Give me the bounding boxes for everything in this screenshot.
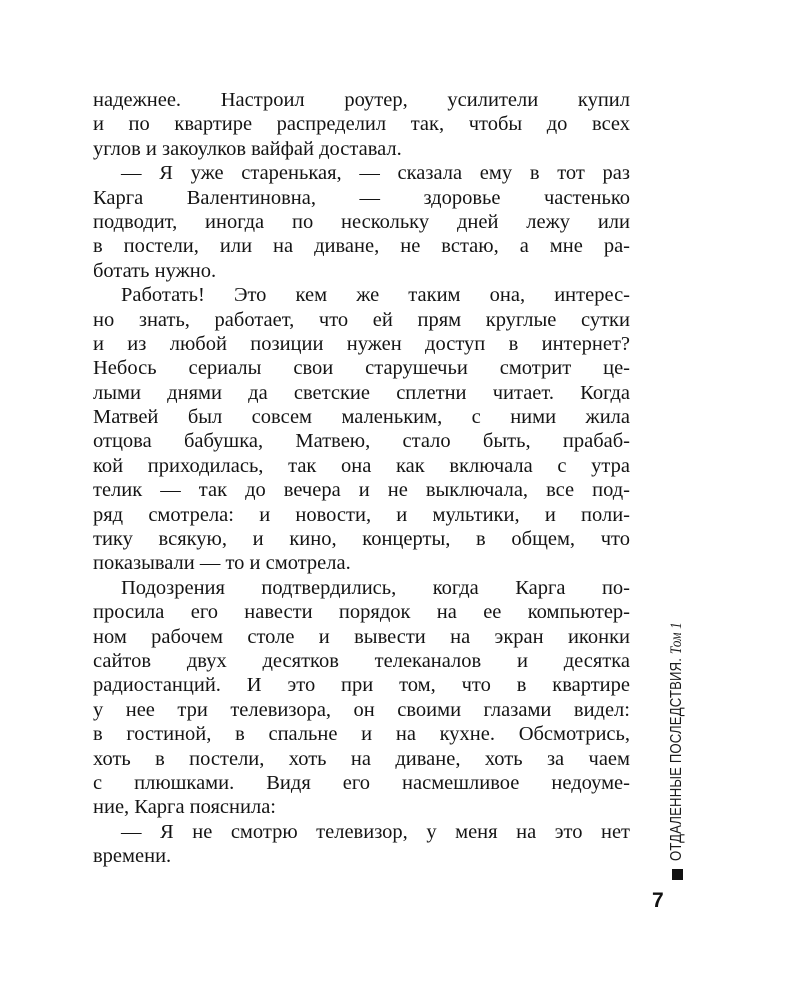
text-line: сайтов двух десятков телеканалов и десятка [93,649,630,672]
body-text [93,88,630,869]
series-title [668,622,686,861]
text-line: кой приходилась, так она как включала с утра [93,454,630,477]
book-title: ОТДАЛЕННЫЕ ПОСЛЕДСТВИЯ. [668,657,685,861]
text-line: ботать нужно. [93,259,217,282]
text-line: тику всякую, и кино, концерты, в общем, что [93,528,630,551]
text-line: и по квартире распределил так, чтобы до всех [93,113,630,136]
text-line: с плюшками. Видя его насмешливое недоуме- [93,771,630,794]
text-line: радиостанций. И это при том, что в квартире [93,674,630,697]
text-line: отцова бабушка, Матвею, стало быть, прабаб- [93,430,630,453]
text-line: но знать, работает, что ей прям круглые сутки [93,308,630,331]
text-line: ряд смотрела: и новости, и мультики, и поли- [93,503,630,526]
text-line: в постели, или на диване, не встаю, а мне ра- [93,235,630,258]
volume-label: Том 1 [668,622,685,655]
running-head [668,570,686,880]
text-line: — Я уже старенькая, — сказала ему в тот раз [121,162,630,185]
text-line: Небось сериалы свои старушечьи смотрит це- [93,357,630,380]
text-line: в гостиной, в спальне и на кухне. Обсмотрись, [93,723,630,746]
text-line: у нее три телевизора, он своими глазами видел: [93,698,630,721]
text-line: подводит, иногда по нескольку дней лежу или [93,210,630,233]
page-number: 7 [652,889,664,912]
text-line: Карга Валентиновна, — здоровье частенько [93,186,630,209]
text-line: углов и закоулков вайфай доставал. [93,137,402,160]
text-line: надежнее. Настроил роутер, усилители купил [93,89,630,111]
text-line: просила его навести порядок на ее компьютер- [93,601,630,624]
text-line: ном рабочем столе и вывести на экран иконки [93,625,630,648]
text-line: Подозрения подтвердились, когда Карга по- [121,576,630,599]
text-line: показывали — то и смотрела. [93,552,351,575]
text-line: телик — так до вечера и не выключала, все под- [93,479,630,502]
text-line: лыми днями да светские сплетни читает. Когда [93,381,630,404]
text-line: и из любой позиции нужен доступ в интернет? [93,332,630,355]
text-line: ние, Карга пояснила: [93,796,276,819]
text-line: — Я не смотрю телевизор, у меня на это нет [121,820,630,843]
text-line: Матвей был совсем маленьким, с ними жила [93,406,630,429]
text-line: хоть в постели, хоть на диване, хоть за чаем [93,747,630,770]
text-line: Работать! Это кем же таким она, интерес- [121,284,630,307]
text-line: времени. [93,845,172,868]
square-marker-icon [672,869,683,880]
